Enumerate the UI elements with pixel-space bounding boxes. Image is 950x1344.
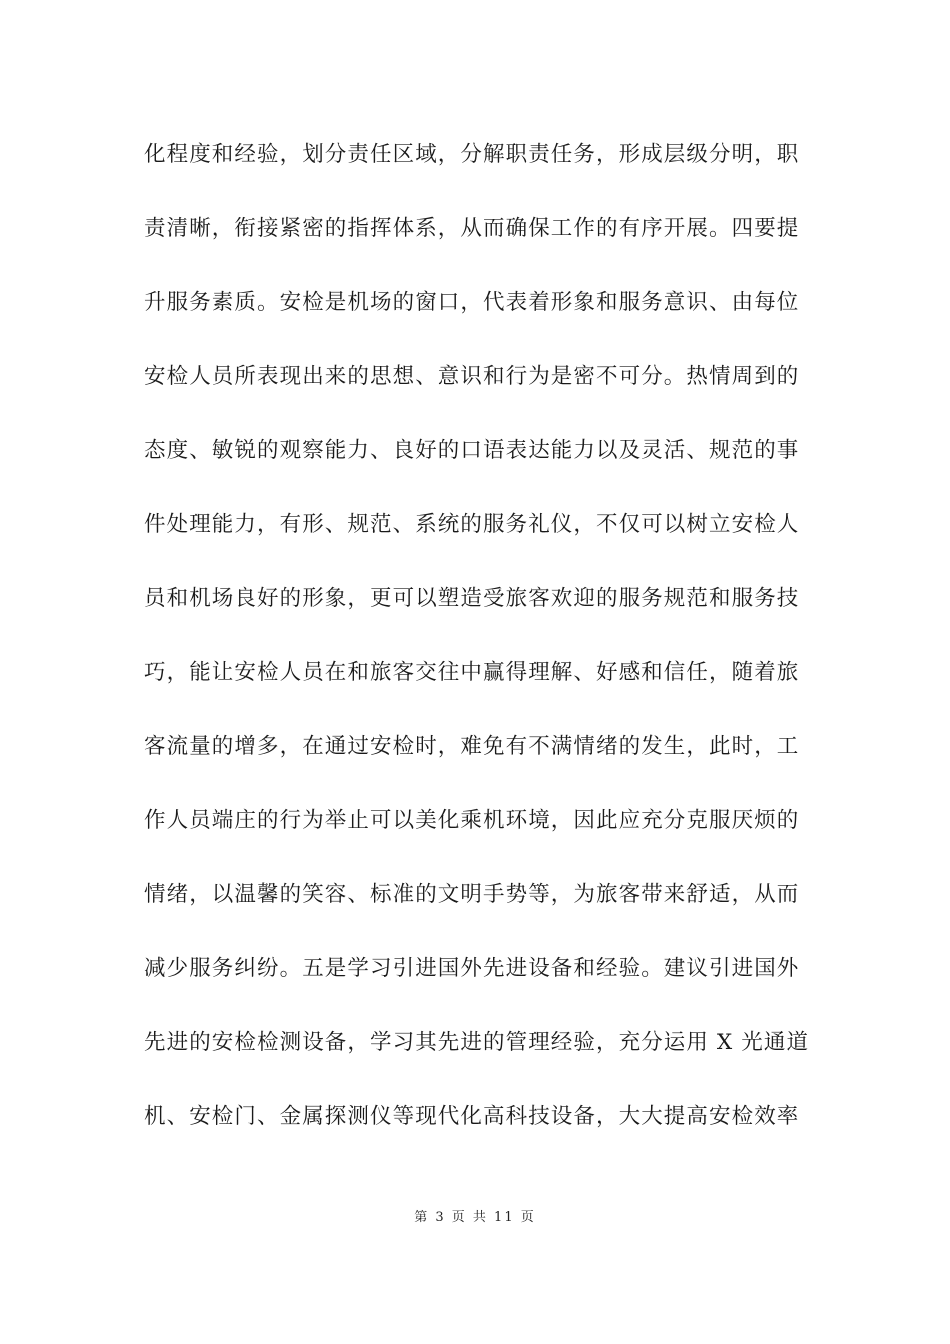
text-line: 作人员端庄的行为举止可以美化乘机环境，因此应充分克服厌烦的 xyxy=(144,808,800,833)
text-line: 机、安检门、金属探测仪等现代化高科技设备，大大提高安检效率 xyxy=(144,1104,800,1129)
text-line: 客流量的增多，在通过安检时，难免有不满情绪的发生，此时，工 xyxy=(144,734,800,759)
text-line: 化程度和经验，划分责任区域，分解职责任务，形成层级分明，职 xyxy=(144,142,800,167)
text-line: 巧，能让安检人员在和旅客交往中赢得理解、好感和信任，随着旅 xyxy=(144,660,800,685)
text-line: 先进的安检检测设备，学习其先进的管理经验，充分运用 X 光通道 xyxy=(144,1030,810,1055)
text-line: 升服务素质。安检是机场的窗口，代表着形象和服务意识、由每位 xyxy=(144,290,800,315)
text-line: 责清晰，衔接紧密的指挥体系，从而确保工作的有序开展。四要提 xyxy=(144,216,800,241)
text-line: 减少服务纠纷。五是学习引进国外先进设备和经验。建议引进国外 xyxy=(144,956,800,981)
text-line: 件处理能力，有形、规范、系统的服务礼仪，不仅可以树立安检人 xyxy=(144,512,800,537)
text-line: 态度、敏锐的观察能力、良好的口语表达能力以及灵活、规范的事 xyxy=(144,438,800,463)
text-line: 员和机场良好的形象，更可以塑造受旅客欢迎的服务规范和服务技 xyxy=(144,586,800,611)
text-line: 安检人员所表现出来的思想、意识和行为是密不可分。热情周到的 xyxy=(144,364,800,389)
text-line: 情绪，以温馨的笑容、标准的文明手势等，为旅客带来舒适，从而 xyxy=(144,882,800,907)
page-footer: 第 3 页 共 11 页 xyxy=(414,1210,536,1225)
body-text xyxy=(144,128,810,1164)
